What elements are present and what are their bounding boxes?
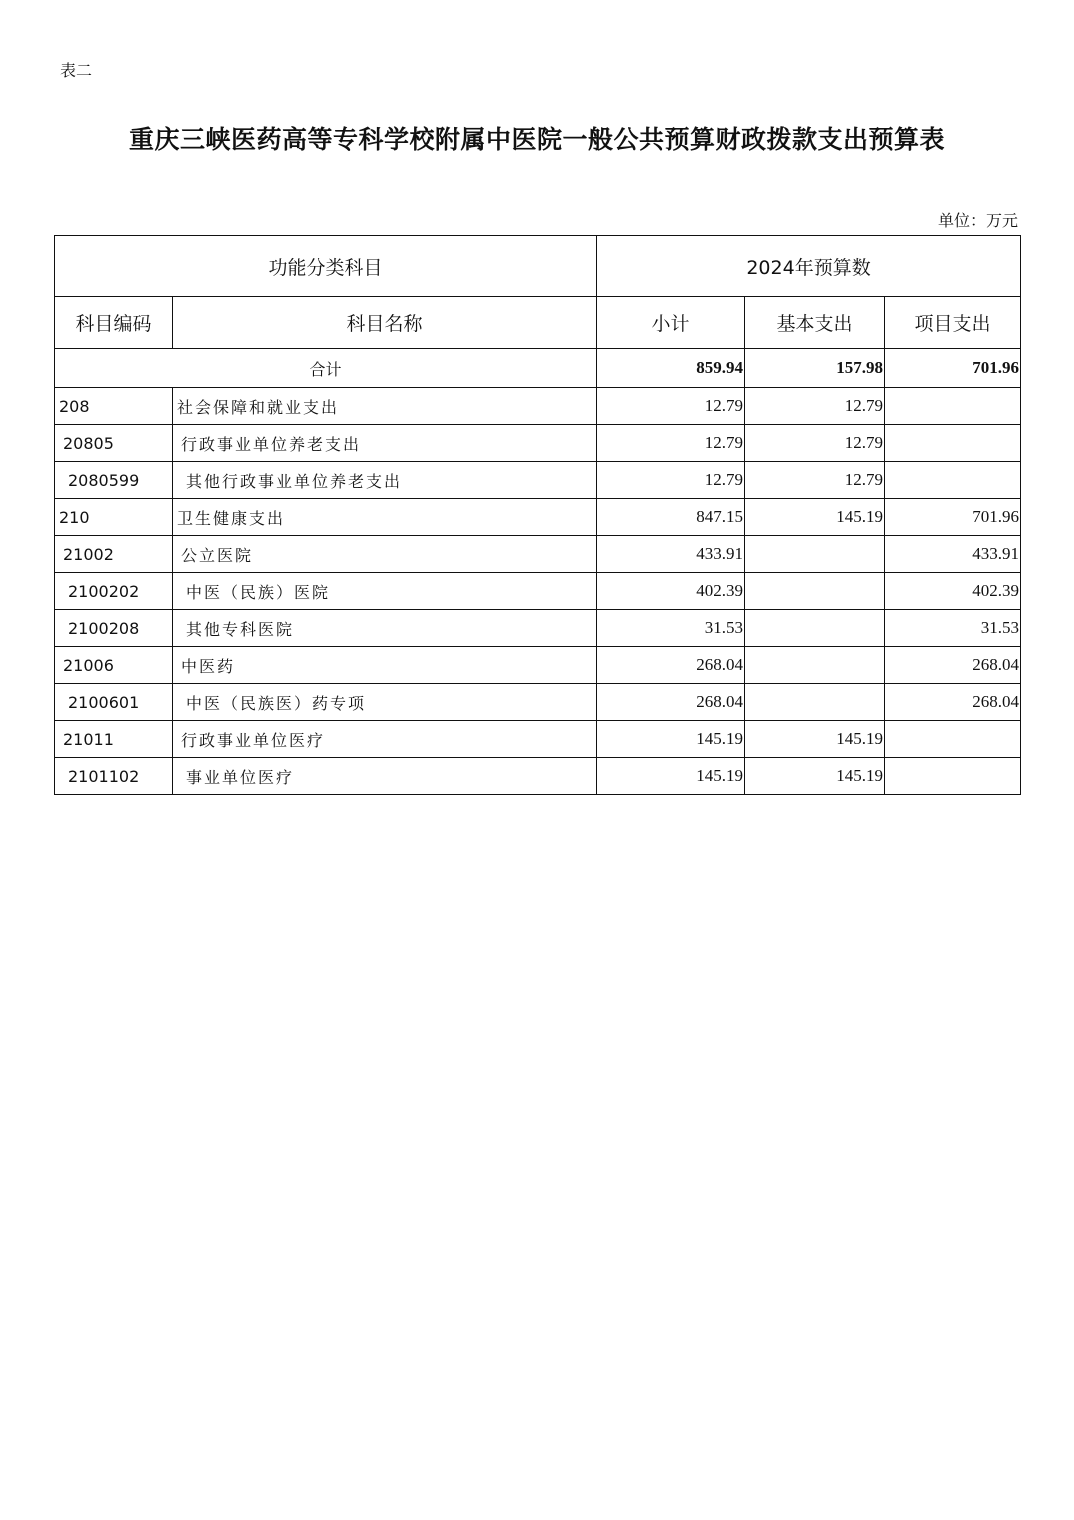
row-subtotal: 12.79	[597, 425, 745, 462]
total-project: 701.96	[885, 349, 1021, 388]
row-basic: 12.79	[745, 462, 885, 499]
row-subtotal: 12.79	[597, 462, 745, 499]
row-code: 21002	[55, 536, 173, 573]
row-project: 268.04	[885, 647, 1021, 684]
header-name: 科目名称	[173, 297, 597, 349]
row-subtotal: 31.53	[597, 610, 745, 647]
table-row	[55, 684, 1021, 721]
table-row	[55, 388, 1021, 425]
row-name: 公立医院	[173, 536, 597, 573]
row-project: 701.96	[885, 499, 1021, 536]
total-basic: 157.98	[745, 349, 885, 388]
table-row	[55, 462, 1021, 499]
row-code: 2101102	[55, 758, 173, 795]
row-subtotal: 433.91	[597, 536, 745, 573]
row-code: 2080599	[55, 462, 173, 499]
header-code: 科目编码	[55, 297, 173, 349]
row-basic: 145.19	[745, 499, 885, 536]
row-basic: 145.19	[745, 758, 885, 795]
row-subtotal: 145.19	[597, 721, 745, 758]
row-project	[885, 758, 1021, 795]
row-subtotal: 12.79	[597, 388, 745, 425]
row-basic	[745, 610, 885, 647]
table-row	[55, 721, 1021, 758]
row-name: 事业单位医疗	[173, 758, 597, 795]
row-project	[885, 721, 1021, 758]
total-subtotal: 859.94	[597, 349, 745, 388]
header-row-1	[55, 236, 1021, 297]
row-subtotal: 847.15	[597, 499, 745, 536]
table-row	[55, 758, 1021, 795]
row-name: 其他专科医院	[173, 610, 597, 647]
budget-table	[54, 235, 1021, 795]
row-project: 433.91	[885, 536, 1021, 573]
row-subtotal: 145.19	[597, 758, 745, 795]
row-basic: 12.79	[745, 388, 885, 425]
row-code: 2100601	[55, 684, 173, 721]
row-basic	[745, 647, 885, 684]
header-basic: 基本支出	[745, 297, 885, 349]
row-subtotal: 268.04	[597, 647, 745, 684]
unit-label: 单位：万元	[937, 211, 1018, 230]
table-row	[55, 536, 1021, 573]
table-row	[55, 499, 1021, 536]
row-code: 21006	[55, 647, 173, 684]
row-name: 行政事业单位医疗	[173, 721, 597, 758]
row-name: 其他行政事业单位养老支出	[173, 462, 597, 499]
table-row	[55, 425, 1021, 462]
row-basic: 145.19	[745, 721, 885, 758]
row-project: 268.04	[885, 684, 1021, 721]
header-budget-year: 2024年预算数	[597, 236, 1021, 297]
row-basic: 12.79	[745, 425, 885, 462]
row-project	[885, 425, 1021, 462]
header-row-2	[55, 297, 1021, 349]
total-label: 合计	[55, 349, 597, 388]
row-name: 卫生健康支出	[173, 499, 597, 536]
row-basic	[745, 536, 885, 573]
page-title: 重庆三峡医药高等专科学校附属中医院一般公共预算财政拨款支出预算表	[128, 125, 945, 154]
table-row	[55, 647, 1021, 684]
table-label: 表二	[60, 61, 93, 80]
row-code: 208	[55, 388, 173, 425]
row-code: 2100202	[55, 573, 173, 610]
header-project: 项目支出	[885, 297, 1021, 349]
row-name: 中医（民族医）药专项	[173, 684, 597, 721]
row-code: 2100208	[55, 610, 173, 647]
row-name: 中医（民族）医院	[173, 573, 597, 610]
row-subtotal: 402.39	[597, 573, 745, 610]
header-functional-category: 功能分类科目	[55, 236, 597, 297]
row-code: 20805	[55, 425, 173, 462]
row-subtotal: 268.04	[597, 684, 745, 721]
row-name: 中医药	[173, 647, 597, 684]
row-project	[885, 462, 1021, 499]
row-name: 社会保障和就业支出	[173, 388, 597, 425]
row-code: 21011	[55, 721, 173, 758]
header-subtotal: 小计	[597, 297, 745, 349]
total-row	[55, 349, 1021, 388]
row-code: 210	[55, 499, 173, 536]
row-basic	[745, 684, 885, 721]
row-basic	[745, 573, 885, 610]
row-project	[885, 388, 1021, 425]
row-project: 31.53	[885, 610, 1021, 647]
table-row	[55, 610, 1021, 647]
table-row	[55, 573, 1021, 610]
row-name: 行政事业单位养老支出	[173, 425, 597, 462]
row-project: 402.39	[885, 573, 1021, 610]
